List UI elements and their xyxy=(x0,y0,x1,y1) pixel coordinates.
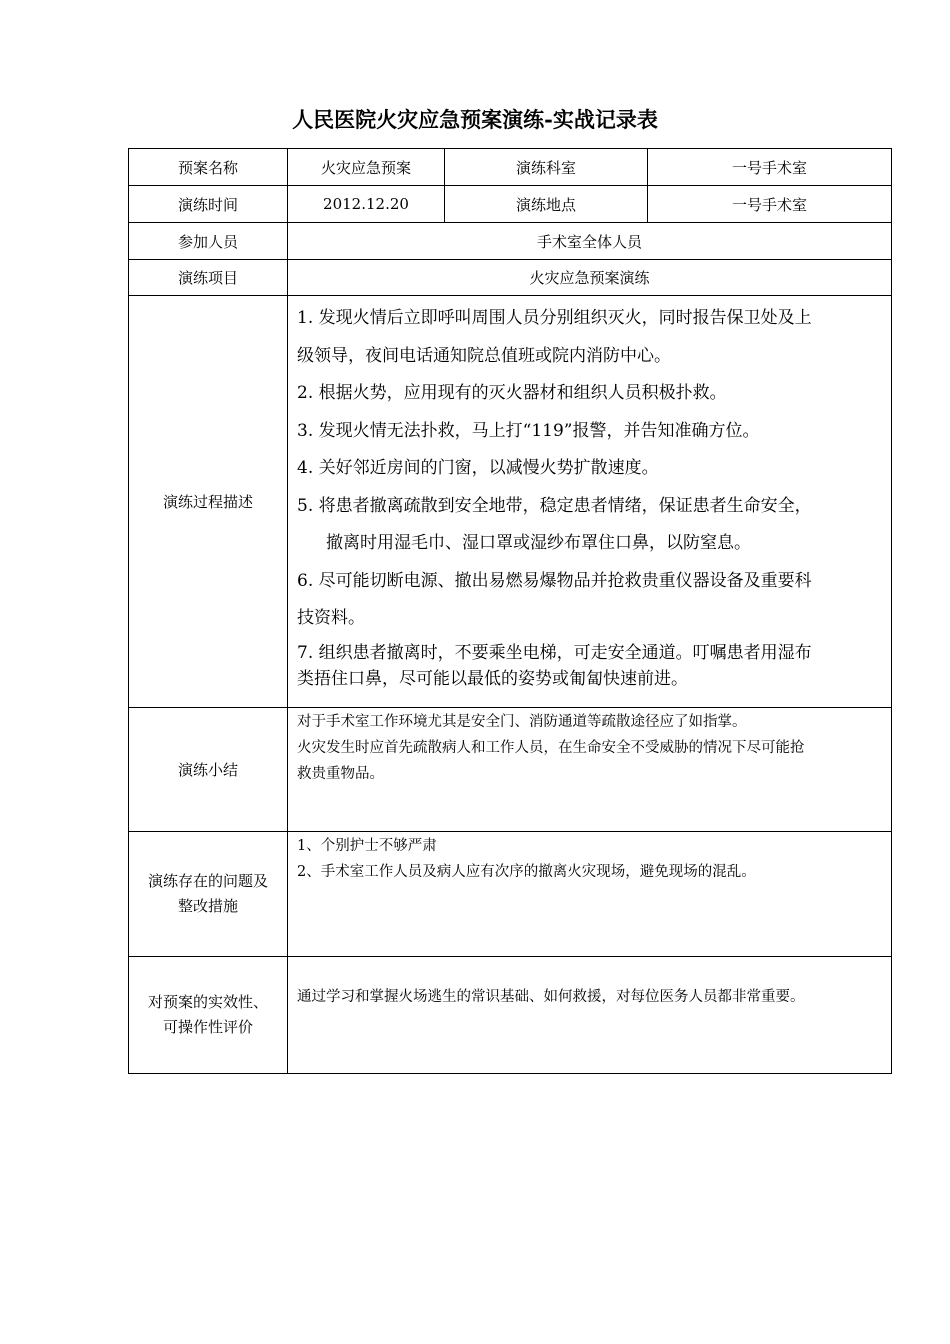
process-line: 4. 关好邻近房间的门窗，以减慢火势扩散速度。 xyxy=(297,458,659,478)
place-label: 演练地点 xyxy=(445,186,648,223)
summary-line: 救贵重物品。 xyxy=(297,766,384,782)
summary-line: 火灾发生时应首先疏散病人和工作人员，在生命安全不受威胁的情况下尽可能抢 xyxy=(297,740,805,756)
table-row xyxy=(129,708,892,832)
issues-label-line: 整改措施 xyxy=(177,897,238,915)
table-row xyxy=(129,149,892,186)
plan-name-value: 火灾应急预案 xyxy=(288,149,445,186)
drill-record-table xyxy=(128,148,892,1074)
participants-label: 参加人员 xyxy=(129,223,288,260)
table-row xyxy=(129,832,892,957)
process-line: 类捂住口鼻，尽可能以最低的姿势或匍匐快速前进。 xyxy=(297,668,688,689)
page-title: 人民医院火灾应急预案演练-实战记录表 xyxy=(292,107,658,132)
process-line: 2. 根据火势，应用现有的灭火器材和组织人员积极扑救。 xyxy=(297,383,727,403)
table-row xyxy=(129,957,892,1074)
issues-cell xyxy=(288,832,892,957)
process-line: 撤离时用湿毛巾、湿口罩或湿纱布罩住口鼻，以防窒息。 xyxy=(326,533,751,553)
evaluation-cell xyxy=(288,957,892,1074)
process-line: 3. 发现火情无法扑救，马上打“119”报警，并告知准确方位。 xyxy=(297,420,760,441)
summary-line: 对于手术室工作环境尤其是安全门、消防通道等疏散途径应了如指掌。 xyxy=(297,714,747,730)
process-line: 级领导，夜间电话通知院总值班或院内消防中心。 xyxy=(297,345,671,366)
dept-value: 一号手术室 xyxy=(648,149,892,186)
process-line: 技资料。 xyxy=(297,608,365,628)
issues-label-line: 演练存在的问题及 xyxy=(147,872,268,890)
dept-label: 演练科室 xyxy=(445,149,648,186)
process-line: 1. 发现火情后立即呼叫周围人员分别组织灭火，同时报告保卫处及上 xyxy=(297,308,812,328)
evaluation-label-line: 可操作性评价 xyxy=(162,1018,253,1036)
plan-name-label: 预案名称 xyxy=(129,149,288,186)
place-value: 一号手术室 xyxy=(648,186,892,223)
project-label: 演练项目 xyxy=(129,260,288,296)
project-value: 火灾应急预案演练 xyxy=(288,260,892,296)
table-row xyxy=(129,186,892,223)
table-row xyxy=(129,223,892,260)
process-cell xyxy=(288,296,892,708)
time-value: 2012.12.20 xyxy=(288,186,445,223)
evaluation-text: 通过学习和掌握火场逃生的常识基础、如何救援，对每位医务人员都非常重要。 xyxy=(297,989,805,1005)
summary-cell xyxy=(288,708,892,832)
participants-value: 手术室全体人员 xyxy=(288,223,892,260)
process-line: 5. 将患者撤离疏散到安全地带，稳定患者情绪，保证患者生命安全， xyxy=(297,495,812,516)
table-row xyxy=(129,296,892,708)
table-row xyxy=(129,260,892,296)
issues-line: 1、个别护士不够严肃 xyxy=(297,838,437,854)
issues-line: 2、手术室工作人员及病人应有次序的撤离火灾现场，避免现场的混乱。 xyxy=(297,864,756,880)
issues-label xyxy=(129,832,288,957)
process-line: 6. 尽可能切断电源、撤出易燃易爆物品并抢救贵重仪器设备及重要科 xyxy=(297,570,812,591)
time-label: 演练时间 xyxy=(129,186,288,223)
process-label: 演练过程描述 xyxy=(129,296,288,708)
summary-label: 演练小结 xyxy=(129,708,288,832)
evaluation-label-line: 对预案的实效性、 xyxy=(147,993,268,1011)
process-line: 7. 组织患者撤离时，不要乘坐电梯，可走安全通道。叮嘱患者用湿布 xyxy=(297,642,812,663)
evaluation-label xyxy=(129,957,288,1074)
